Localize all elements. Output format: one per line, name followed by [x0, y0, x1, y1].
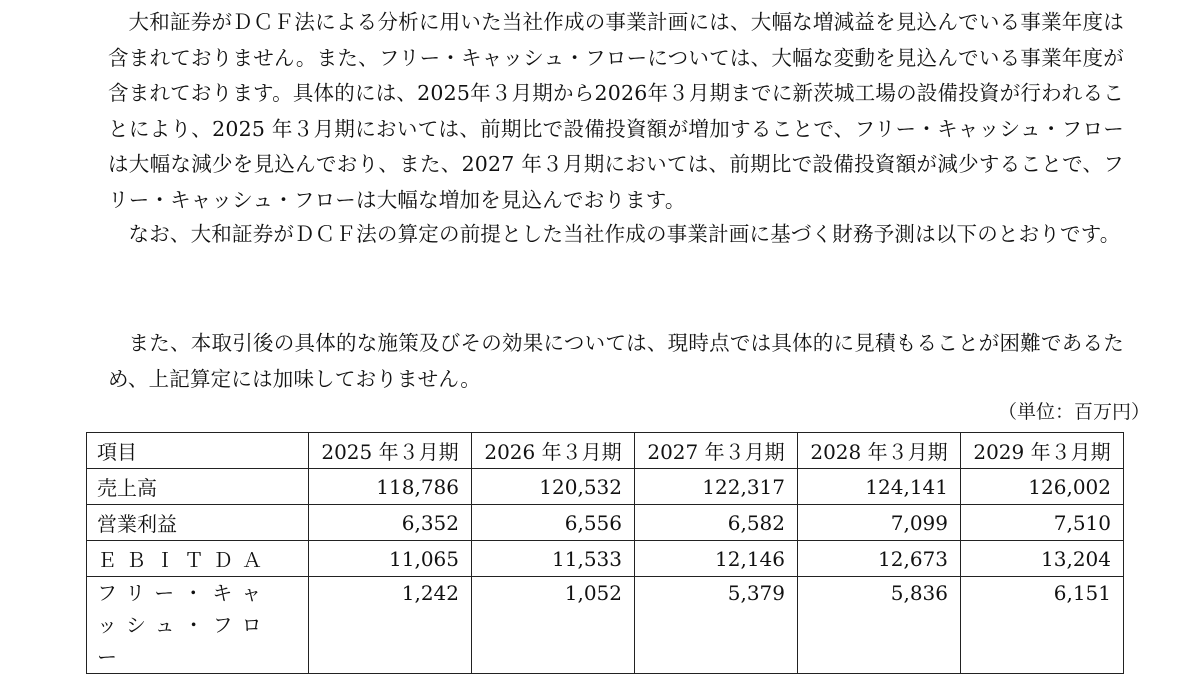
table-cell: 7,510: [961, 505, 1124, 541]
row-label-net-sales: 売上高: [87, 469, 309, 505]
table-row: [87, 541, 1124, 577]
header-fy2027: 2027 年３月期: [635, 433, 798, 469]
row-label-free-cash-flow: フリー・キャッシュ・フロー: [87, 577, 309, 674]
table-cell: 6,151: [961, 577, 1124, 674]
financial-forecast-table: [86, 432, 1124, 674]
table-header-row: [87, 433, 1124, 469]
header-fy2029: 2029 年３月期: [961, 433, 1124, 469]
table-cell: 126,002: [961, 469, 1124, 505]
table-cell: 5,379: [635, 577, 798, 674]
header-fy2028: 2028 年３月期: [798, 433, 961, 469]
table-cell: 11,065: [309, 541, 472, 577]
header-fy2026: 2026 年３月期: [472, 433, 635, 469]
paragraph-financial-forecast: なお、大和証券がＤＣＦ法の算定の前提とした当社作成の事業計画に基づく財務予測は以下のとおりです。: [128, 222, 1121, 246]
table-cell: 124,141: [798, 469, 961, 505]
table-row: [87, 469, 1124, 505]
table-cell: 7,099: [798, 505, 961, 541]
paragraph-measures-effect: また、本取引後の具体的な施策及びその効果については、現時点では具体的に見積もることが困難であるため、上記算定には加味しておりません。: [108, 331, 1124, 391]
unit-note: （単位：百万円）: [997, 401, 1150, 423]
paragraph-dcf-plan: 大和証券がＤＣＦ法による分析に用いた当社作成の事業計画には、大幅な増減益を見込んでいる事業年度は含まれておりません。また、フリー・キャッシュ・フローについては、大幅な変動を見込んでいる事業年度が含まれております。具体的には、2025年３月期から2026年３月期までに新茨城工場の設備投資が行われることにより、2025 年３月期においては、前期比で設備投資額が増加することで、フリー・キャッシュ・フローは大幅な減少を見込んでおり、また、2027 年３月期においては、前期比で設備投資額が減少することで、フリー・キャッシュ・フローは大幅な増加を見込んでおります。: [108, 10, 1124, 212]
table-cell: 12,673: [798, 541, 961, 577]
table-row: [87, 505, 1124, 541]
table-cell: 11,533: [472, 541, 635, 577]
table-cell: 122,317: [635, 469, 798, 505]
header-item: 項目: [87, 433, 309, 469]
row-label-ebitda: ＥＢＩＴＤＡ: [87, 541, 309, 577]
table-cell: 120,532: [472, 469, 635, 505]
table-cell: 118,786: [309, 469, 472, 505]
table-cell: 6,582: [635, 505, 798, 541]
table-cell: 12,146: [635, 541, 798, 577]
table-row: [87, 577, 1124, 674]
table-cell: 6,556: [472, 505, 635, 541]
table-cell: 1,052: [472, 577, 635, 674]
table-cell: 1,242: [309, 577, 472, 674]
table-cell: 6,352: [309, 505, 472, 541]
table-cell: 5,836: [798, 577, 961, 674]
header-fy2025: 2025 年３月期: [309, 433, 472, 469]
table-cell: 13,204: [961, 541, 1124, 577]
row-label-operating-income: 営業利益: [87, 505, 309, 541]
